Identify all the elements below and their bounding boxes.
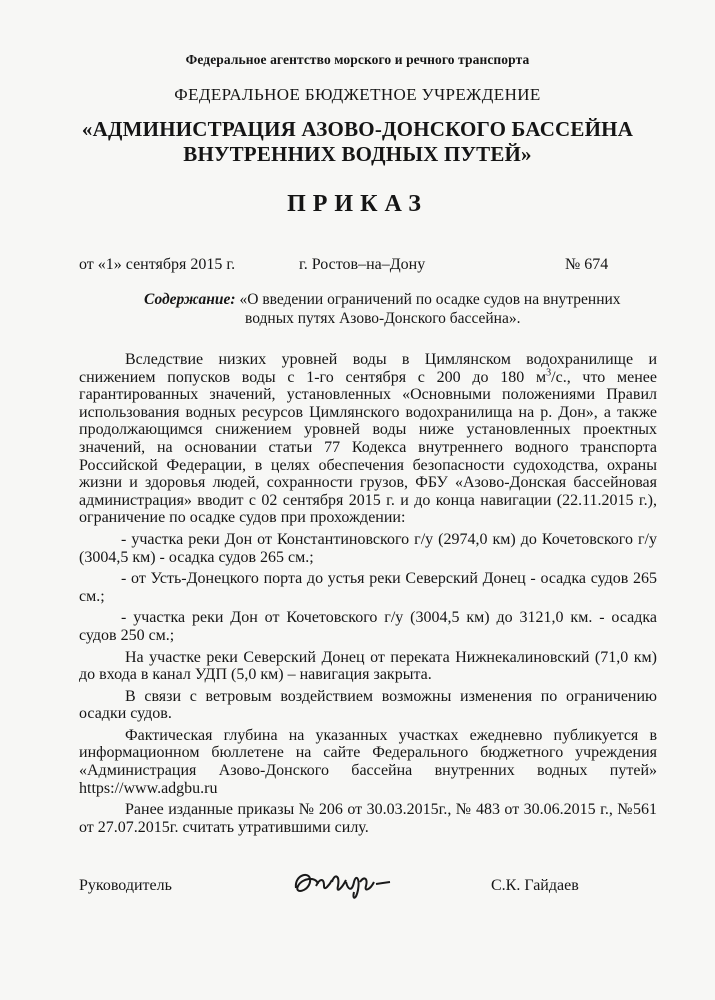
institution-type: ФЕДЕРАЛЬНОЕ БЮДЖЕТНОЕ УЧРЕЖДЕНИЕ [174, 85, 541, 104]
order-body [79, 351, 657, 836]
agency-name: Федеральное агентство морского и речного транспорта [185, 52, 530, 67]
paragraph-closure: На участке реки Северский Донец от переката Нижнекалиновский (71,0 км) до входа в канал УДП (5,0 км) – навигация закрыта. [79, 648, 657, 684]
paragraph-wind: В связи с ветровым воздействием возможны изменения по ограничению осадки судов. [79, 687, 657, 723]
paragraph-revoked: Ранее изданные приказы № 206 от 30.03.2015г., № 483 от 30.06.2015 г., №561 от 27.07.2015г. считать утратившими силу. [79, 801, 657, 836]
signatory-name: С.К. Гайдаев [491, 877, 579, 894]
subject-line-1: «О введении ограничений по осадке судов на внутренних [239, 291, 621, 308]
order-number: № 674 [565, 256, 609, 273]
order-date: от «1» сентября 2015 г. [79, 256, 236, 273]
cubic-superscript: 3 [546, 367, 552, 379]
paragraph-main-part-1: Вследствие низких уровней воды в Цимлянском водохранилище и снижением попусков воды с 1-го сентября с 200 до 180 м [79, 351, 657, 386]
paragraph-main [79, 351, 657, 527]
restriction-item-3: - участка реки Дон от Кочетовского г/у (3004,5 км) до 3121,0 км. - осадка судов 250 см.; [79, 609, 657, 644]
restriction-item-1: - участка реки Дон от Константиновского г/у (2974,0 км) до Кочетовского г/у (3004,5 км) - осадка судов 265 см.; [79, 530, 657, 566]
order-title: ПРИКАЗ [287, 191, 428, 217]
signatory-role: Руководитель [79, 877, 172, 894]
organization-name [60, 117, 655, 167]
organization-name-line-2: ВНУТРЕННИХ ВОДНЫХ ПУТЕЙ» [183, 142, 532, 166]
subject-line-2: водных путях Азово-Донского бассейна». [245, 310, 521, 327]
restriction-item-2: - от Усть-Донецкого порта до устья реки Северский Донец - осадка судов 265 см.; [79, 570, 657, 605]
paragraph-main-part-2: /с., что менее гарантированных значений, установленных «Основными положениями Правил использования водных ресурсов Цимлянского водохранилища на р. Дон», а также продолжающимся снижением уровней воды ниже установленных проектных значений, на основании статьи 77 Кодекса внутреннего водного транспорта Российской Федерации, в целях обеспечения безопасности судоходства, охраны жизни и здоровья людей, сохранности грузов, ФБУ «Азово-Донская бассейновая администрация» вводит с 02 сентября 2015 г. и до конца навигации (22.11.2015 г.), ограничение по осадке судов при прохождении: [79, 368, 657, 527]
handwritten-signature [290, 864, 402, 904]
order-city: г. Ростов–на–Дону [299, 256, 426, 273]
paragraph-depth: Фактическая глубина на указанных участках ежедневно публикуется в информационном бюллетене на сайте Федерального бюджетного учреждения «Администрация Азово-Донского бассейна внутренних водных путей» https://www.adgbu.ru [79, 726, 657, 797]
organization-name-line-1: «АДМИНИСТРАЦИЯ АЗОВО-ДОНСКОГО БАССЕЙНА [81, 117, 634, 141]
subject-label: Содержание: [144, 291, 236, 308]
order-subject [144, 290, 644, 328]
